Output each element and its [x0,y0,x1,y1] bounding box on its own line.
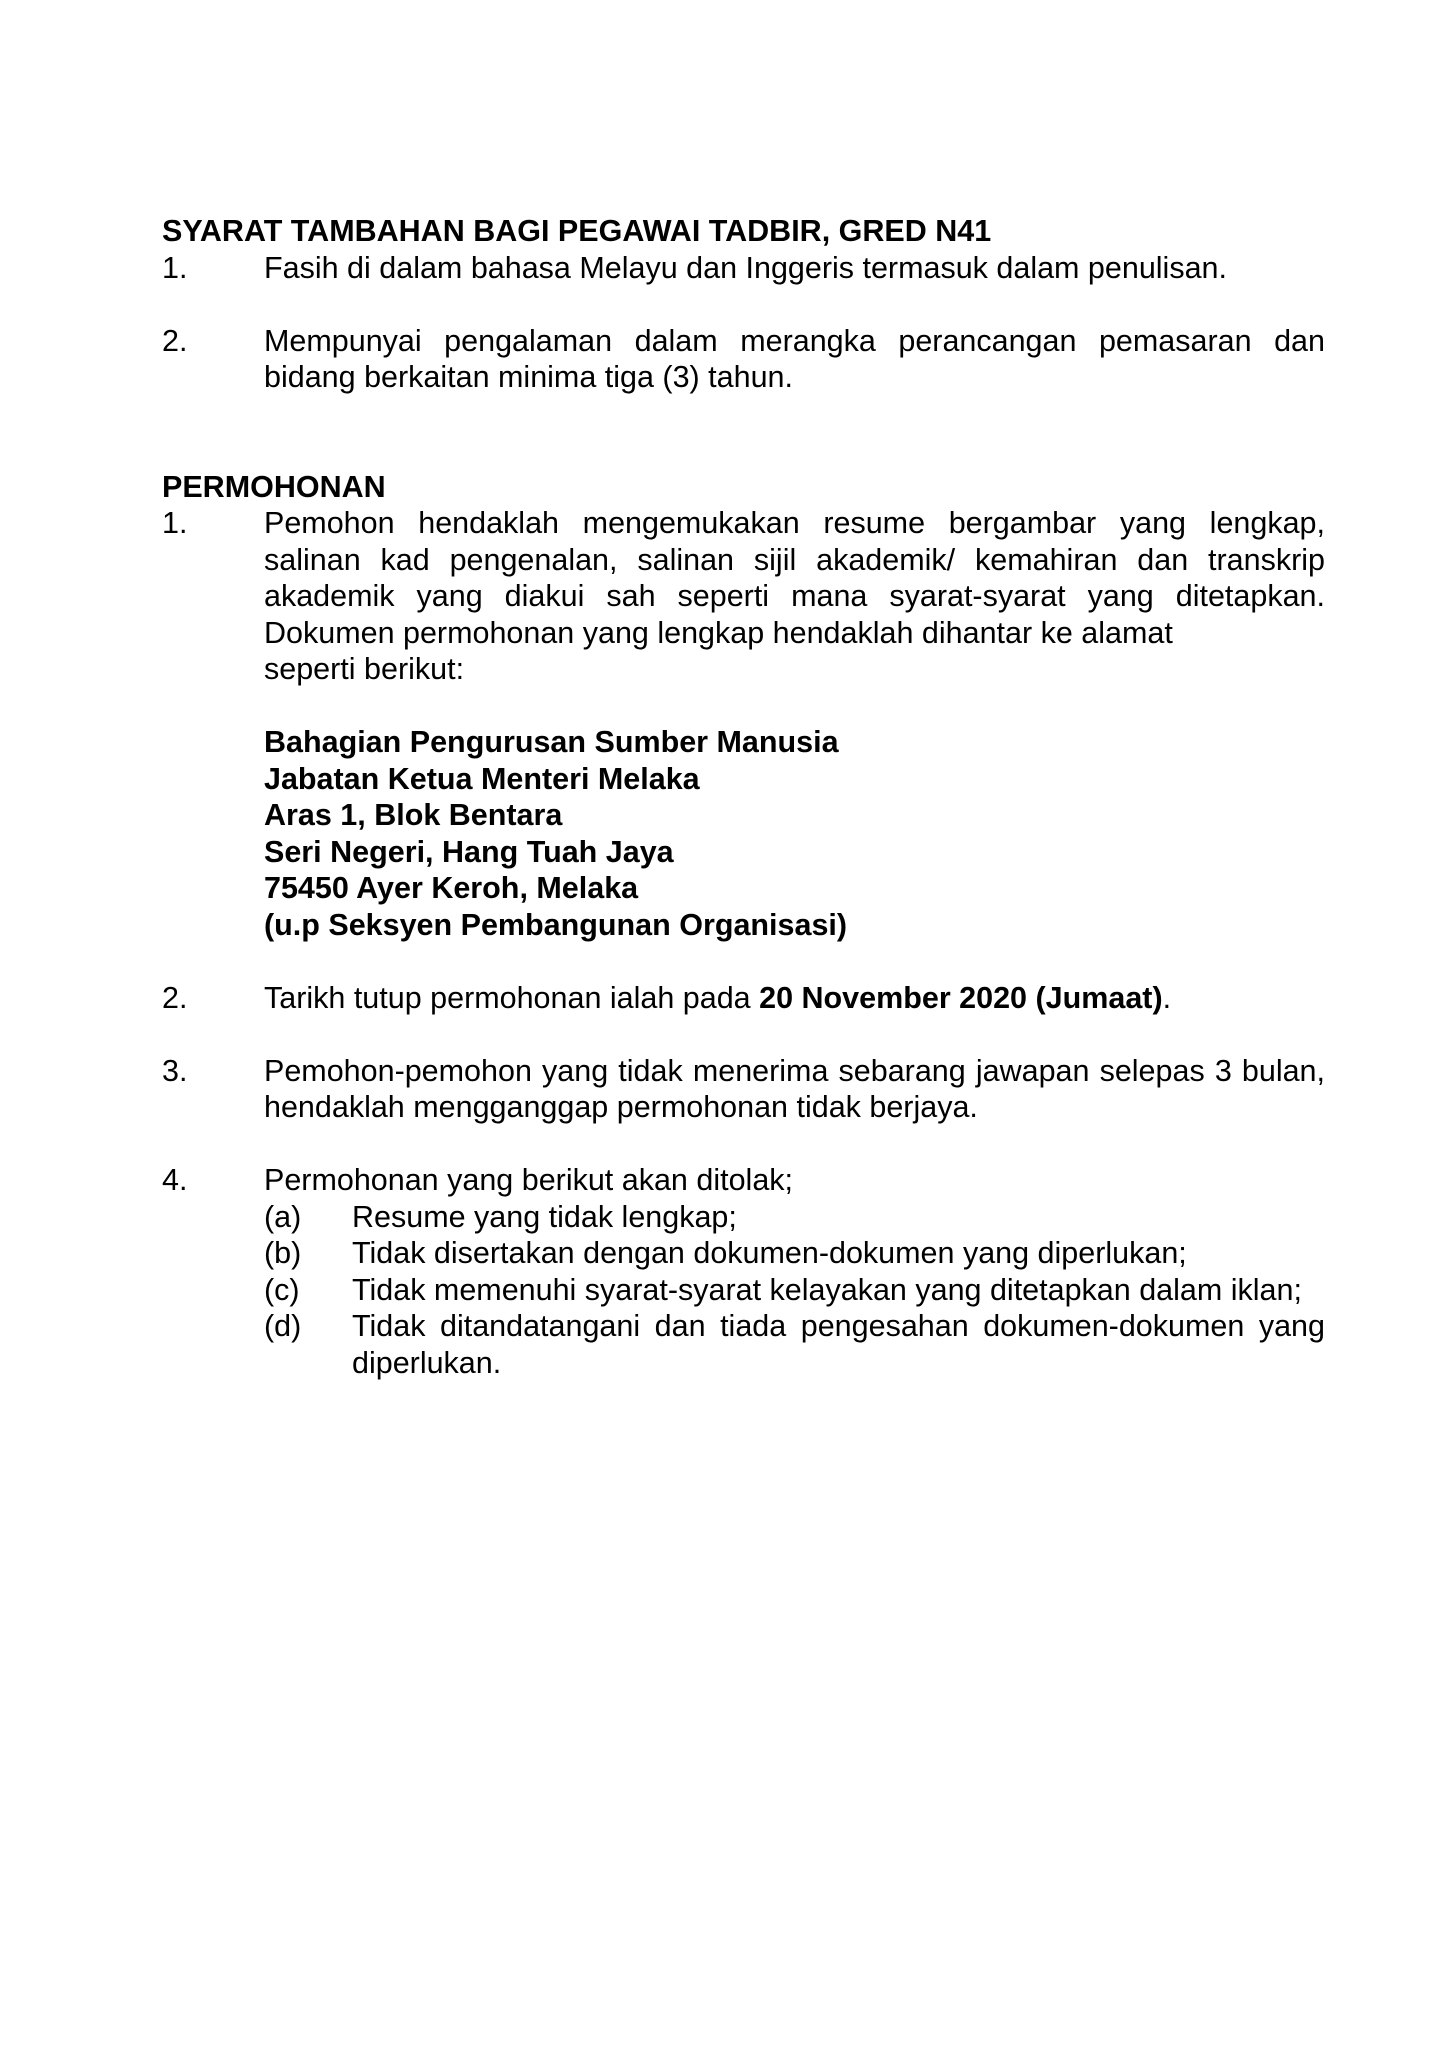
closing-date: 20 November 2020 (Jumaat) [759,980,1163,1015]
item-number: 4. [162,1163,188,1197]
address-line: 75450 Ayer Keroh, Melaka [264,871,639,905]
permohonan-item-3 [162,1053,1325,1126]
item-text-line: Dokumen permohonan yang lengkap hendaklah dihantar ke alamat [264,615,1173,650]
item-text-paragraph: Pemohon hendaklah mengemukakan resume bergambar yang lengkap, salinan kad pengenalan, salinan sijil akademik/ kemahiran dan transkrip akademik yang diakui sah seperti mana syarat-syarat yang ditetapkan. [264,506,1325,613]
item-text-line: seperti berikut: [264,652,465,686]
closing-date-period: . [1162,980,1172,1015]
address-line: Bahagian Pengurusan Sumber Manusia [264,725,839,759]
syarat-item-2 [162,323,1325,396]
address-line: (u.p Seksyen Pembangunan Organisasi) [264,907,848,942]
subitem-text: Resume yang tidak lengkap; [352,1199,737,1234]
syarat-item-1 [162,250,1325,287]
address-line: Jabatan Ketua Menteri Melaka [264,761,700,796]
document-content [162,213,1325,1381]
address-line: Aras 1, Blok Bentara [264,798,563,832]
subitem-label: (c) [264,1272,300,1307]
address-line: Seri Negeri, Hang Tuah Jaya [264,834,674,869]
permohonan-item-2 [162,980,1325,1017]
subitem-text: Tidak disertakan dengan dokumen-dokumen yang diperlukan; [352,1236,1187,1270]
rejection-subitem-a [264,1199,1325,1236]
mailing-address [162,724,1325,943]
section-title-permohonan: PERMOHONAN [162,469,386,504]
subitem-text: Tidak memenuhi syarat-syarat kelayakan yang ditetapkan dalam iklan; [352,1272,1302,1307]
item-number: 1. [162,506,188,540]
item-number: 3. [162,1053,188,1088]
item-number: 2. [162,323,188,358]
item-text: Mempunyai pengalaman dalam merangka perancangan pemasaran dan bidang berkaitan minima tiga (3) tahun. [264,323,1325,394]
rejection-subitem-b [264,1235,1325,1272]
permohonan-item-4 [162,1162,1325,1199]
closing-date-text: Tarikh tutup permohonan ialah pada [264,980,760,1015]
item-text: Pemohon-pemohon yang tidak menerima sebarang jawapan selepas 3 bulan, hendaklah mengganggap permohonan tidak berjaya. [264,1053,1325,1124]
item-text: Permohonan yang berikut akan ditolak; [264,1163,793,1197]
item-number: 2. [162,980,188,1015]
subitem-label: (b) [264,1236,302,1270]
permohonan-item-1 [162,505,1325,688]
subitem-label: (d) [264,1309,302,1343]
subitem-label: (a) [264,1199,302,1234]
subitem-text: Tidak ditandatangani dan tiada pengesahan dokumen-dokumen yang diperlukan. [352,1309,1325,1380]
rejection-subitem-c [264,1272,1325,1309]
rejection-subitem-d [264,1308,1325,1381]
section-title-syarat-tambahan: SYARAT TAMBAHAN BAGI PEGAWAI TADBIR, GRED N41 [162,214,992,248]
item-text [264,980,1325,1017]
item-number: 1. [162,250,188,285]
item-text: Fasih di dalam bahasa Melayu dan Inggeris termasuk dalam penulisan. [264,250,1227,285]
